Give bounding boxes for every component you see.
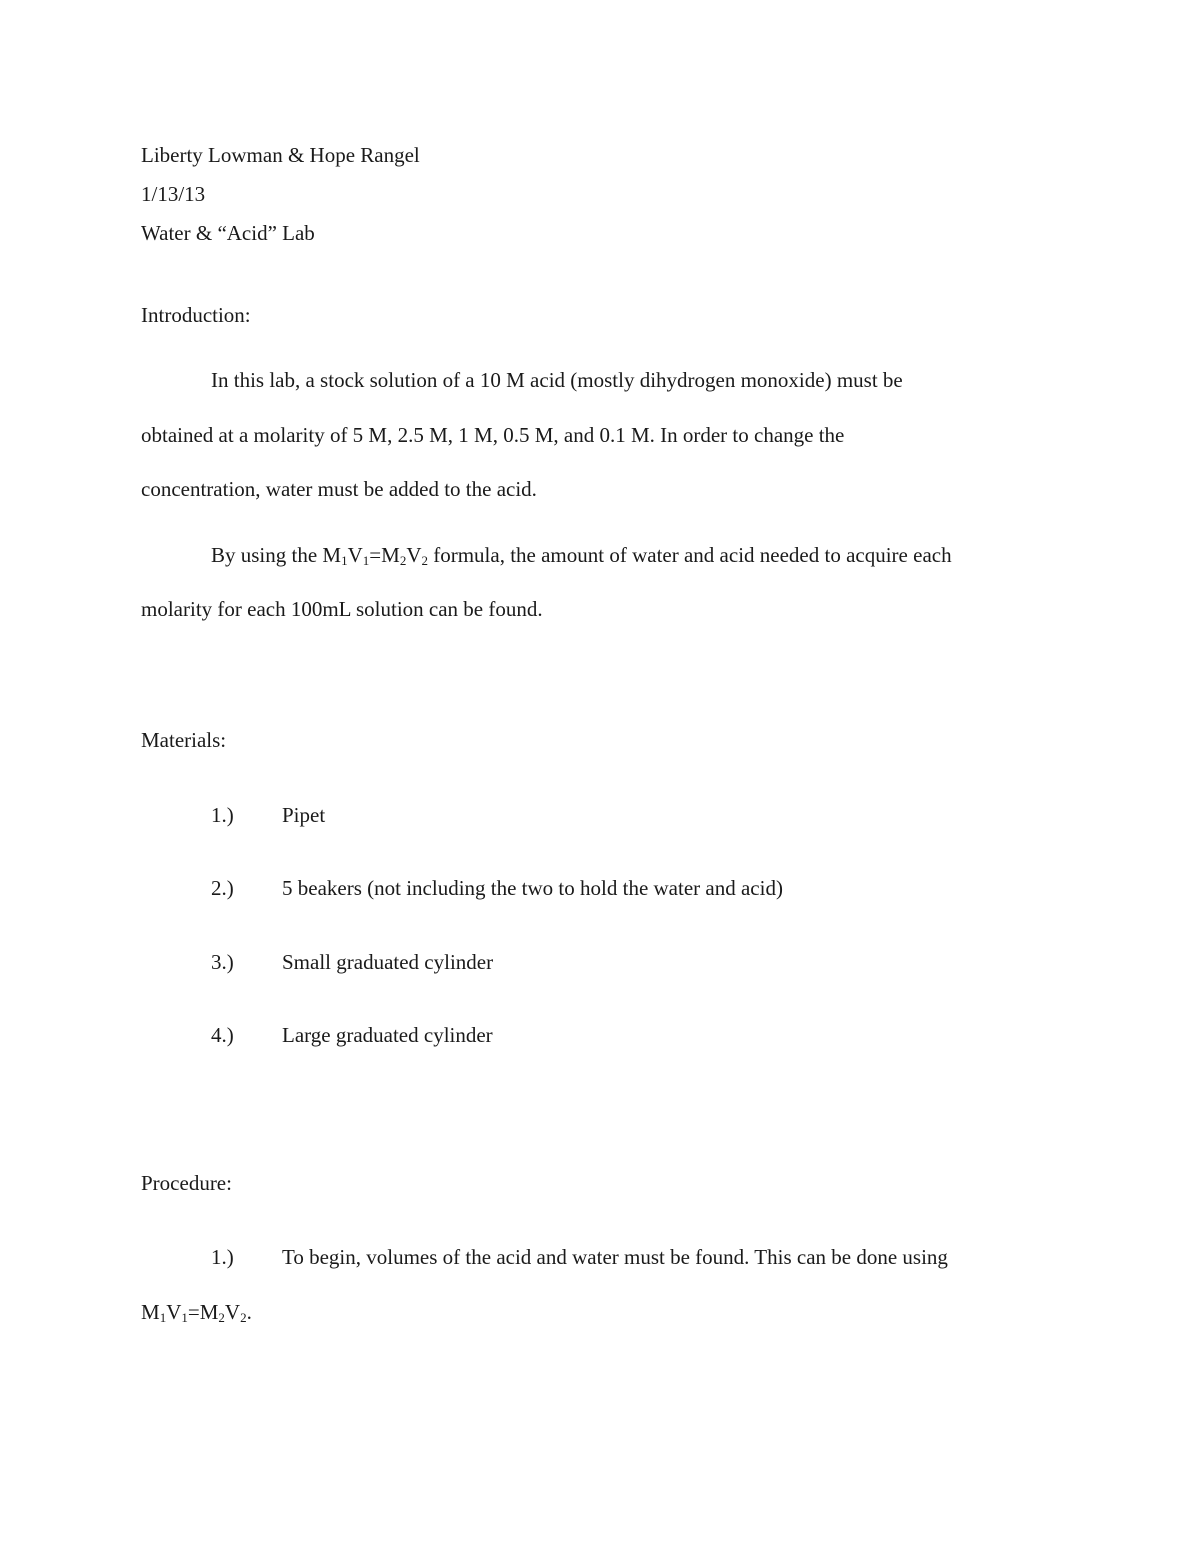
procedure-step-text: To begin, volumes of the acid and water must be found. This can be done using (282, 1245, 948, 1269)
introduction-heading: Introduction: (141, 303, 251, 327)
intro-paragraph-1-line-1: In this lab, a stock solution of a 10 M acid (mostly dihydrogen monoxide) must be (211, 368, 903, 392)
intro-paragraph-1-line-2: obtained at a molarity of 5 M, 2.5 M, 1 M, 0.5 M, and 0.1 M. In order to change the (141, 423, 845, 447)
authors-line: Liberty Lowman & Hope Rangel (141, 143, 420, 167)
intro-paragraph-2-line-2: molarity for each 100mL solution can be found. (141, 597, 543, 621)
procedure-step-number: 1.) (211, 1245, 234, 1269)
material-item: Large graduated cylinder (282, 1023, 493, 1047)
material-item: 5 beakers (not including the two to hold the water and acid) (282, 876, 783, 900)
material-item: Small graduated cylinder (282, 950, 494, 974)
materials-heading: Materials: (141, 728, 227, 752)
document-title: Water & “Acid” Lab (141, 221, 315, 245)
dilution-formula: $M_1V_1=M_2V_2$ (322, 543, 428, 568)
material-item: Pipet (282, 803, 326, 827)
intro-paragraph-2-line-1 (211, 542, 952, 568)
material-number: 2.) (211, 876, 234, 900)
material-number: 1.) (211, 803, 234, 827)
procedure-heading: Procedure: (141, 1171, 232, 1195)
date-line: 1/13/13 (141, 182, 206, 206)
procedure-step-formula: $M_1V_1=M_2V_2$. (141, 1300, 252, 1325)
material-number: 3.) (211, 950, 234, 974)
material-number: 4.) (211, 1023, 234, 1047)
intro-paragraph-1-line-3: concentration, water must be added to the acid. (141, 477, 537, 501)
intro-paragraph-2-tail: formula, the amount of water and acid needed to acquire each (427, 543, 952, 567)
intro-paragraph-2-lead: By using the (211, 543, 323, 567)
